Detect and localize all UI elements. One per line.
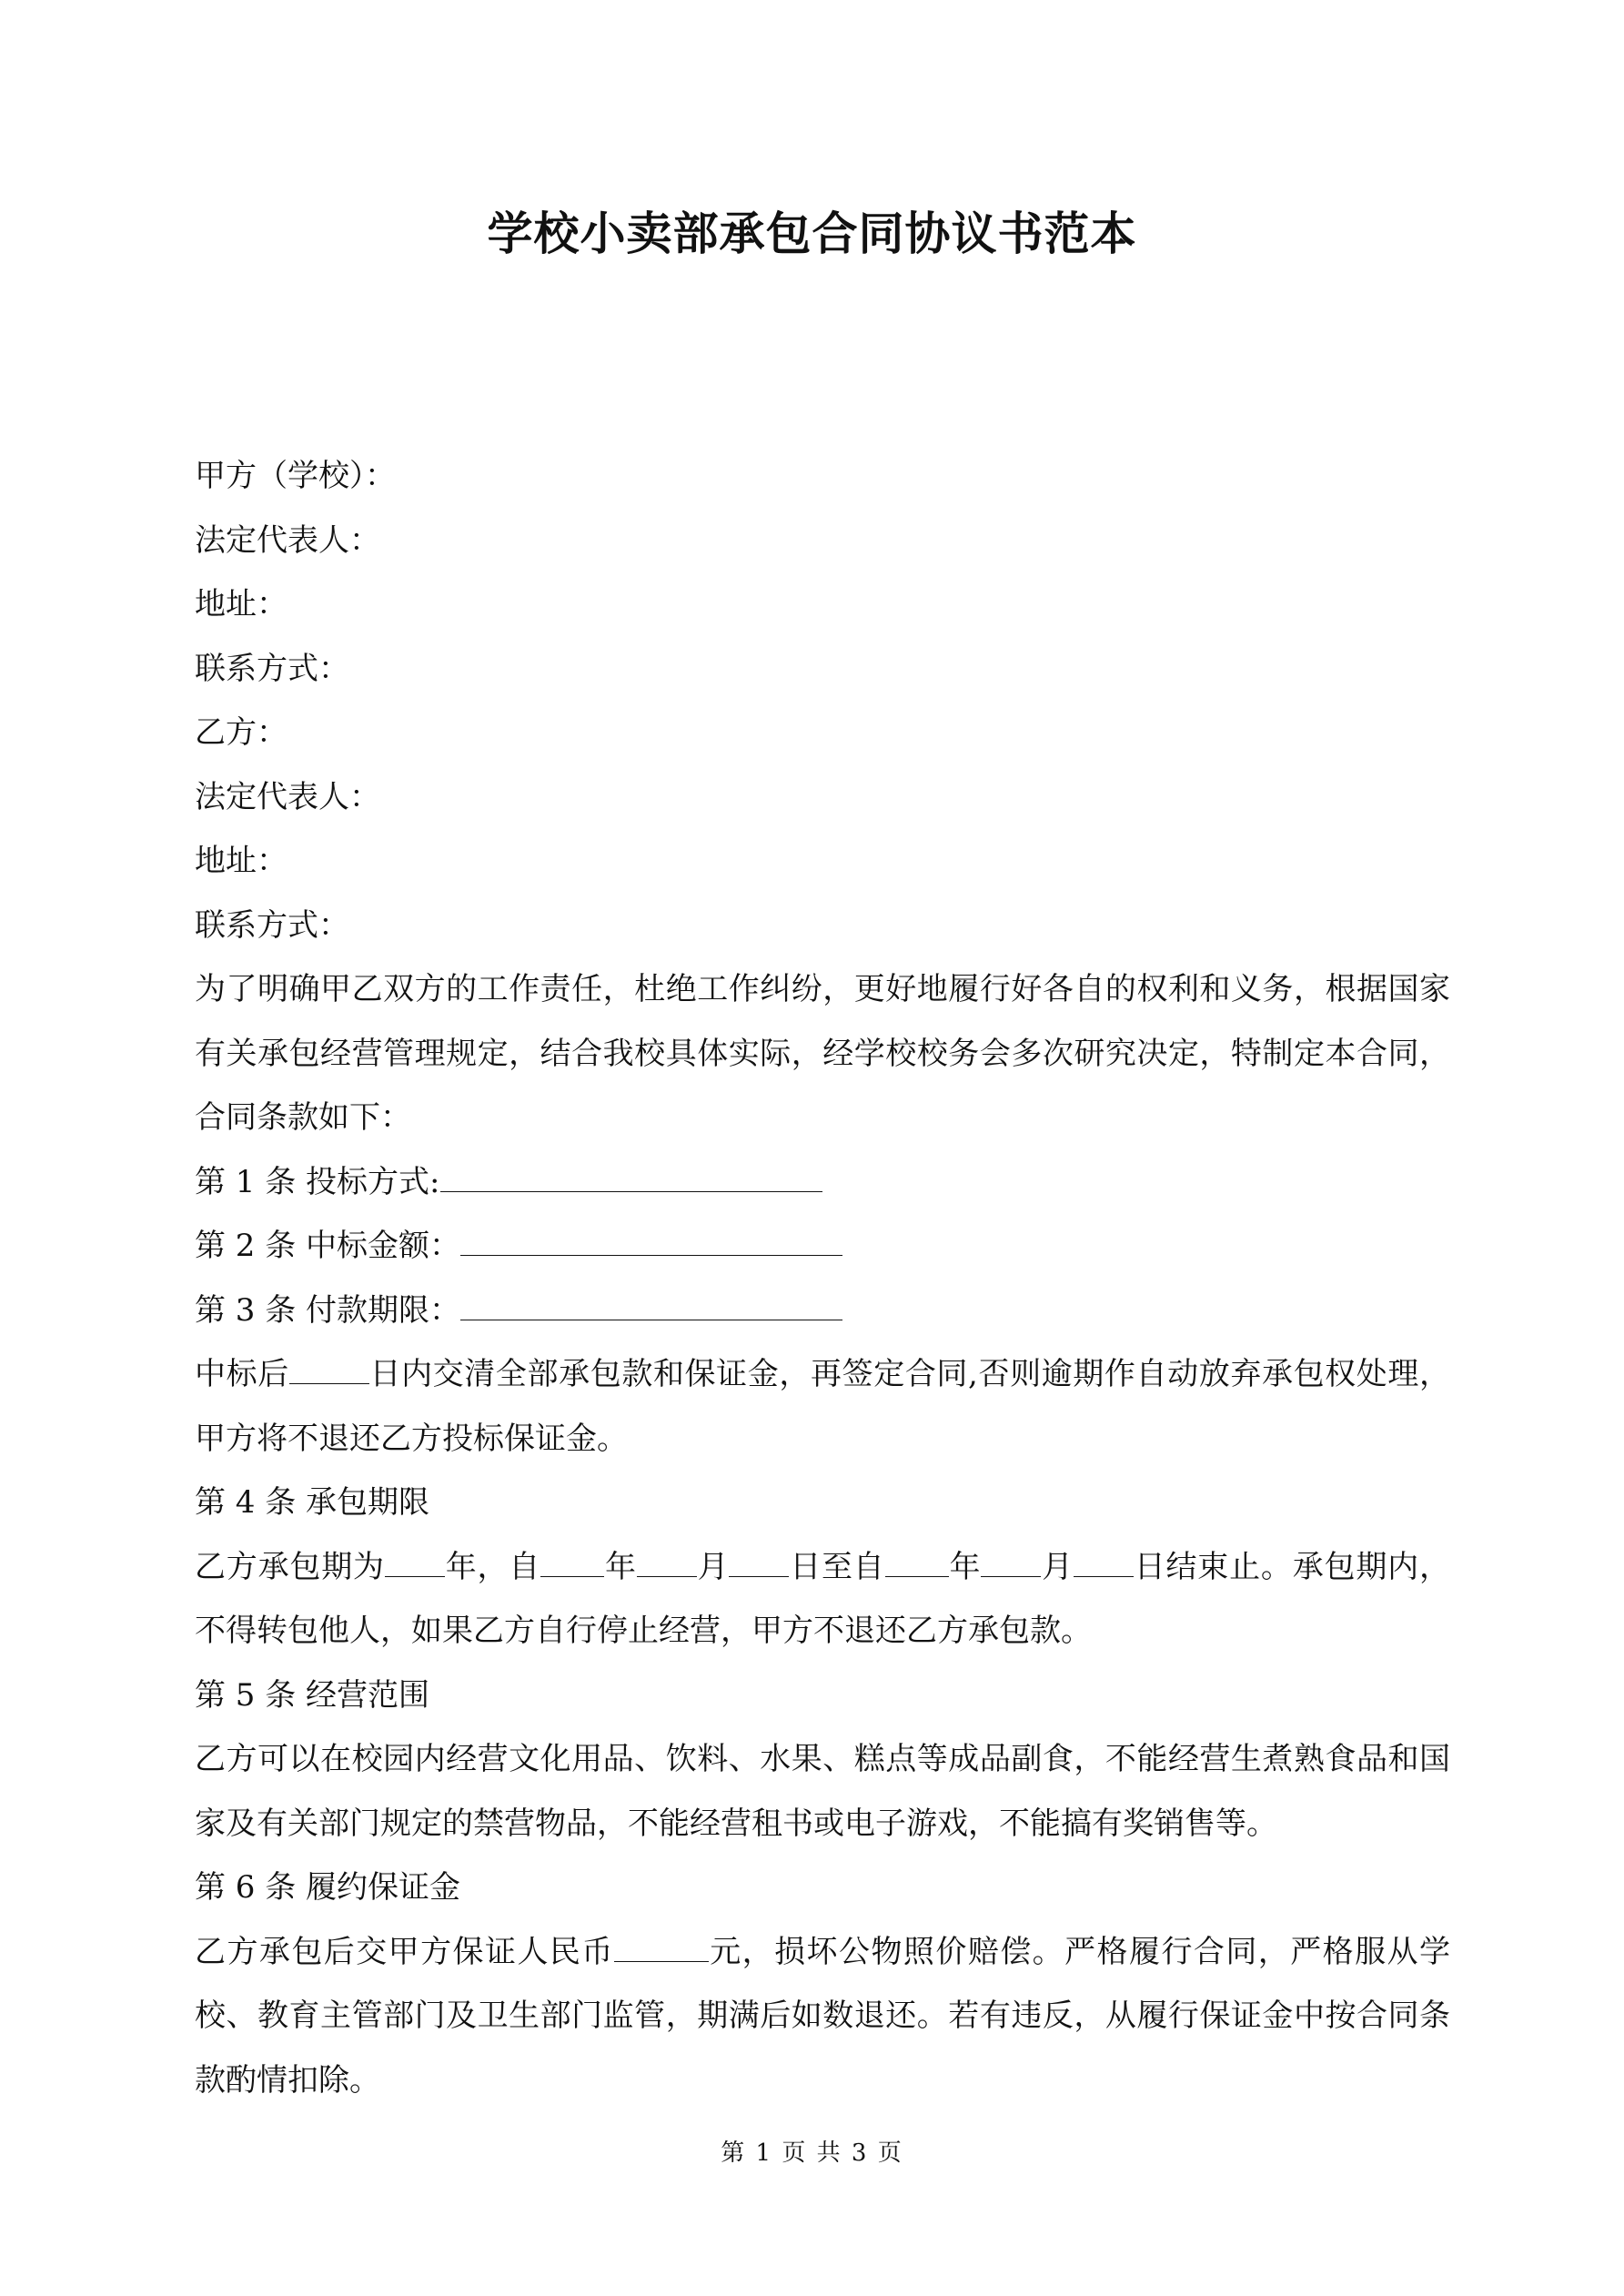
bid-amount-blank	[460, 1226, 842, 1256]
days-blank	[289, 1354, 369, 1384]
party-b-address: 地址：	[195, 843, 287, 879]
document-title: 学校小卖部承包合同协议书范本	[487, 207, 1137, 260]
start-month-blank	[637, 1547, 697, 1577]
article-1-label: 第 1 条 投标方式:	[195, 1163, 440, 1200]
end-day-blank	[1074, 1547, 1134, 1577]
article-4-text-2: 年，自	[444, 1548, 541, 1585]
party-a-contact: 联系方式：	[195, 650, 349, 687]
page-footer: 第 1 页 共 3 页	[721, 2139, 903, 2167]
article-3-text-b: 日内交清全部承包款和保证金，再签定合同,否则逾期作自动放弃承包权处理，甲方将不退还乙方投标保证金。	[195, 1356, 1451, 1457]
end-year-blank	[885, 1547, 949, 1577]
party-b-representative: 法定代表人：	[195, 778, 380, 815]
article-4-text-3: 年	[604, 1548, 637, 1585]
term-years-blank	[385, 1547, 445, 1577]
start-year-blank	[540, 1547, 604, 1577]
party-a-representative: 法定代表人：	[195, 521, 380, 559]
article-6-text-b: 元，损坏公物照价赔偿。严格履行合同，严格服从学校、教育主管部门及卫生部门监管，期满后如数退还。若有违反，从履行保证金中按合同条款酌情扣除。	[195, 1933, 1451, 2099]
party-b-label: 乙方：	[195, 714, 287, 751]
article-3-line	[195, 1279, 1450, 1343]
article-6-heading: 第 6 条 履约保证金	[195, 1869, 461, 1906]
article-4-text-1: 乙方承包期为	[195, 1548, 385, 1585]
party-a-label: 甲方（学校）：	[195, 458, 396, 494]
article-4-text-7: 月	[1041, 1548, 1074, 1585]
article-6-paragraph	[195, 1920, 1450, 2113]
article-4-text-4: 月	[696, 1548, 730, 1585]
end-month-blank	[981, 1547, 1041, 1577]
deposit-amount-blank	[614, 1932, 709, 1962]
article-3-text-a: 中标后	[195, 1356, 289, 1392]
article-4-text-8: 日结束止。承包期内，不得转包他人，如果乙方自行停止经营，甲方不退还乙方承包款。	[195, 1548, 1450, 1649]
article-4-text-5: 日至自	[789, 1548, 885, 1585]
article-1-line	[195, 1150, 1450, 1215]
article-4-heading: 第 4 条 承包期限	[195, 1484, 430, 1521]
document-body	[195, 444, 1450, 2112]
intro-paragraph: 为了明确甲乙双方的工作责任，杜绝工作纠纷，更好地履行好各自的权利和义务，根据国家有关承包经营管理规定，结合我校具体实际，经学校校务会多次研究决定，特制定本合同，合同条款如下：	[195, 971, 1450, 1136]
article-5-paragraph: 乙方可以在校园内经营文化用品、饮料、水果、糕点等成品副食，不能经营生煮熟食品和国家及有关部门规定的禁营物品，不能经营租书或电子游戏，不能搞有奖销售等。	[195, 1741, 1450, 1842]
article-2-label: 第 2 条 中标金额：	[195, 1228, 461, 1264]
article-4-text-6: 年	[948, 1548, 982, 1585]
payment-term-blank	[460, 1290, 842, 1320]
party-a-address: 地址：	[195, 586, 287, 622]
article-5-heading: 第 5 条 经营范围	[195, 1676, 430, 1714]
article-4-paragraph	[195, 1535, 1450, 1664]
party-b-contact: 联系方式：	[195, 906, 349, 944]
article-6-text-a: 乙方承包后交甲方保证人民币	[195, 1933, 614, 1970]
start-day-blank	[729, 1547, 789, 1577]
article-2-line	[195, 1214, 1450, 1279]
article-3-paragraph	[195, 1342, 1450, 1471]
article-3-label: 第 3 条 付款期限：	[195, 1291, 461, 1329]
bid-method-blank	[440, 1162, 822, 1192]
